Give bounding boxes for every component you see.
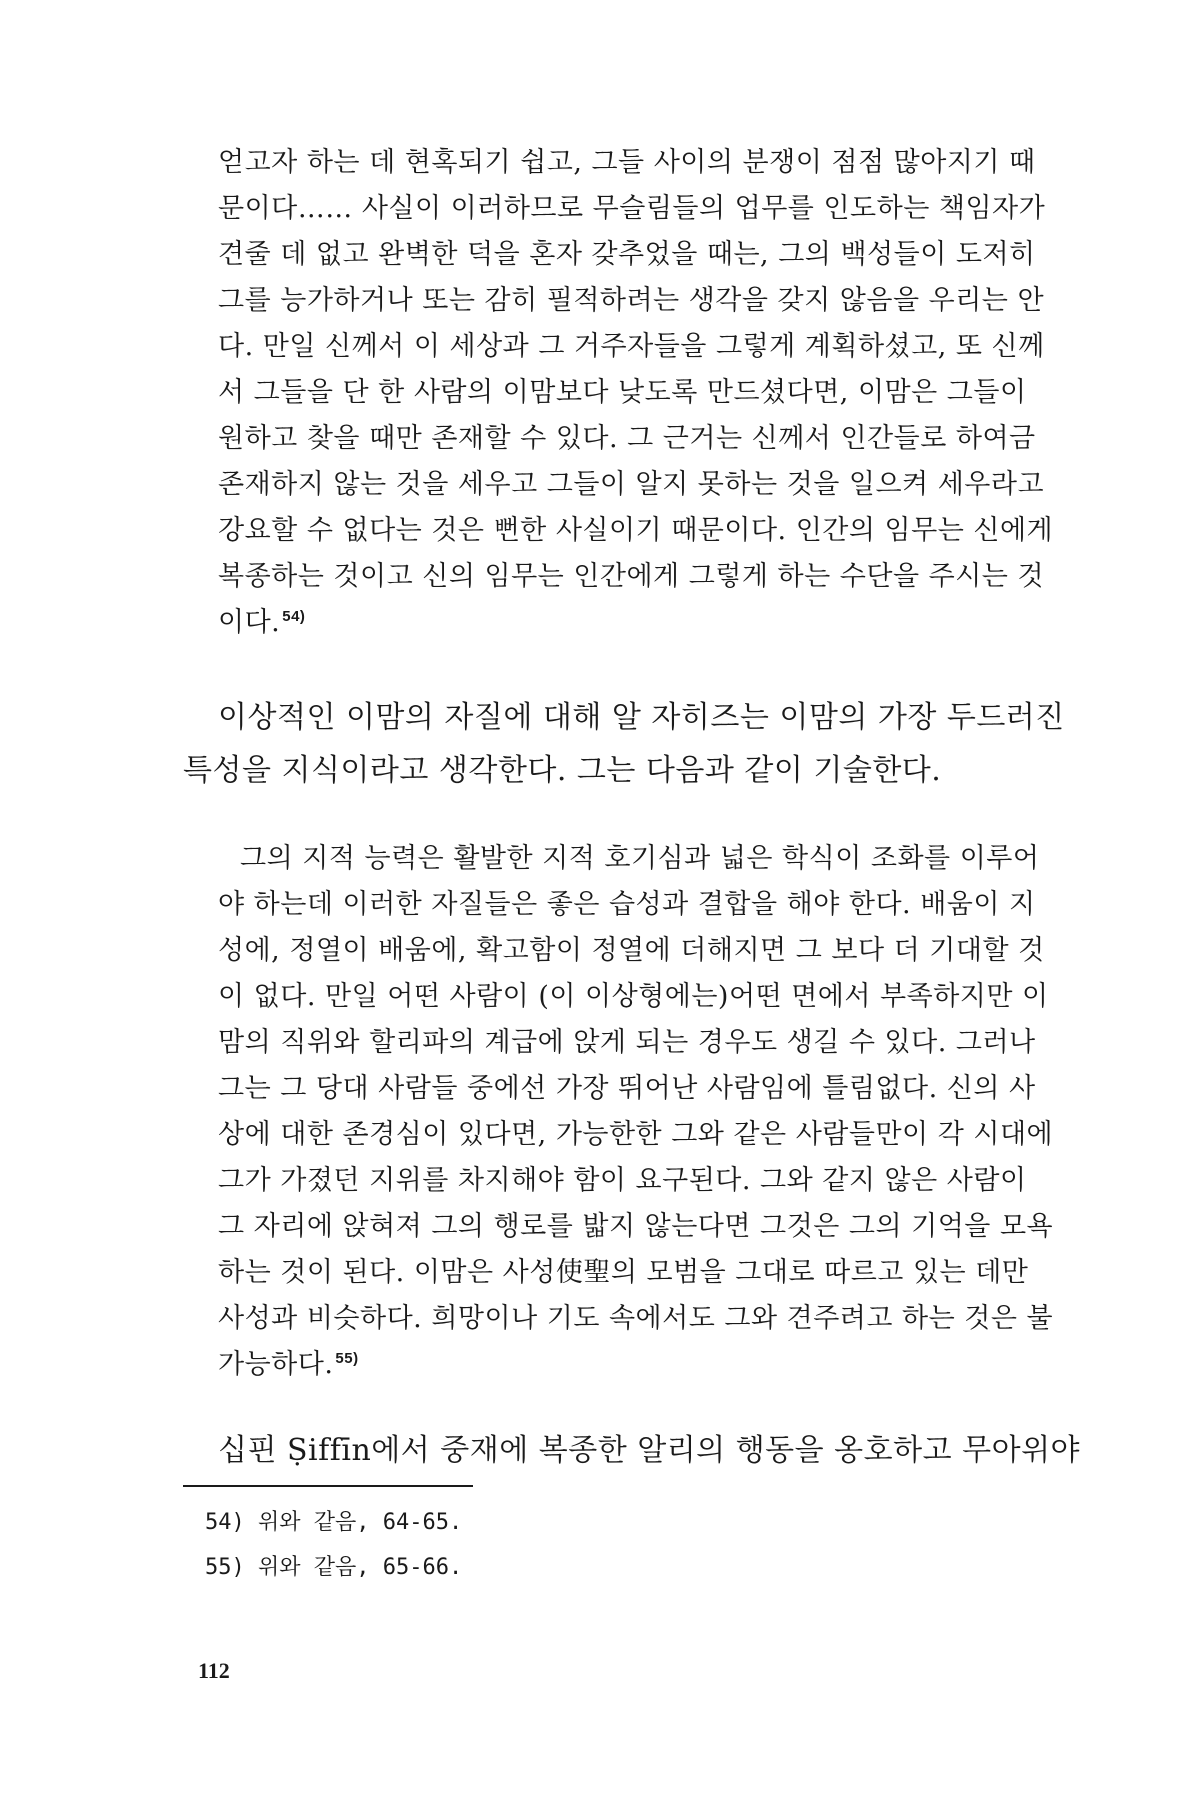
quote-line: 성에, 정열이 배움에, 확고함이 정열에 더해지면 그 보다 더 기대할 것 [218, 935, 1045, 966]
quote-line: 존재하지 않는 것을 세우고 그들이 알지 못하는 것을 일으켜 세우라고 [218, 469, 1045, 500]
quote-line: 상에 대한 존경심이 있다면, 가능한한 그와 같은 사람들만이 각 시대에 [218, 1119, 1054, 1150]
quote-line: 맘의 직위와 할리파의 계급에 앉게 되는 경우도 생길 수 있다. 그러나 [218, 1027, 1036, 1058]
quote-line: 야 하는데 이러한 자질들은 좋은 습성과 결합을 해야 한다. 배움이 지 [218, 889, 1036, 920]
quote-line: 복종하는 것이고 신의 임무는 인간에게 그렇게 하는 수단을 주시는 것 [218, 561, 1045, 592]
footnote-ref-54: 54) [282, 608, 306, 625]
body-line: 십핀 Ṣiffīn에서 중재에 복종한 알리의 행동을 옹호하고 무아위야 [218, 1433, 1081, 1468]
quote-line: 그가 가졌던 지위를 차지해야 함이 요구된다. 그와 같지 않은 사람이 [218, 1165, 1027, 1196]
quote-line: 이다. [218, 607, 281, 638]
quote-line: 그 자리에 앉혀져 그의 행로를 밟지 않는다면 그것은 그의 기억을 모욕 [218, 1211, 1054, 1242]
quote-line: 원하고 찾을 때만 존재할 수 있다. 그 근거는 신께서 인간들로 하여금 [218, 423, 1036, 454]
quote-line: 그는 그 당대 사람들 중에선 가장 뛰어난 사람임에 틀림없다. 신의 사 [218, 1073, 1036, 1104]
quote-line: 그를 능가하거나 또는 감히 필적하려는 생각을 갖지 않음을 우리는 안 [218, 285, 1045, 316]
quote-line: 가능하다. [218, 1349, 334, 1380]
quote-line-last [218, 600, 305, 639]
quote-line: 다. 만일 신께서 이 세상과 그 거주자들을 그렇게 계획하셨고, 또 신께 [218, 331, 1045, 362]
footnote-54: 54) 위와 같음, 64-65. [205, 1510, 463, 1535]
quote-line: 사성과 비슷하다. 희망이나 기도 속에서도 그와 견주려고 하는 것은 불 [218, 1303, 1054, 1334]
quote-line: 견줄 데 없고 완벽한 덕을 혼자 갖추었을 때는, 그의 백성들이 도저히 [218, 239, 1036, 270]
footnote-ref-55: 55) [335, 1350, 359, 1367]
quote-line: 서 그들을 단 한 사람의 이맘보다 낮도록 만드셨다면, 이맘은 그들이 [218, 377, 1027, 408]
footnote-divider [183, 1485, 473, 1487]
quote-line-last [218, 1342, 359, 1381]
quote-line: 이 없다. 만일 어떤 사람이 (이 이상형에는)어떤 면에서 부족하지만 이 [218, 981, 1049, 1012]
quote-line: 강요할 수 없다는 것은 뻔한 사실이기 때문이다. 인간의 임무는 신에게 [218, 515, 1054, 546]
footnote-55: 55) 위와 같음, 65-66. [205, 1555, 463, 1580]
body-line: 특성을 지식이라고 생각한다. 그는 다음과 같이 기술한다. [183, 753, 942, 788]
quote-line: 문이다…… 사실이 이러하므로 무슬림들의 업무를 인도하는 책임자가 [218, 193, 1046, 224]
page-number: 112 [198, 1658, 230, 1683]
body-line: 이상적인 이맘의 자질에 대해 알 자히즈는 이맘의 가장 두드러진 [218, 700, 1065, 735]
quote-line: 그의 지적 능력은 활발한 지적 호기심과 넓은 학식이 조화를 이루어 [240, 843, 1040, 874]
quote-line: 얻고자 하는 데 현혹되기 쉽고, 그들 사이의 분쟁이 점점 많아지기 때 [218, 147, 1036, 178]
quote-line: 하는 것이 된다. 이맘은 사성使聖의 모범을 그대로 따르고 있는 데만 [218, 1257, 1029, 1288]
